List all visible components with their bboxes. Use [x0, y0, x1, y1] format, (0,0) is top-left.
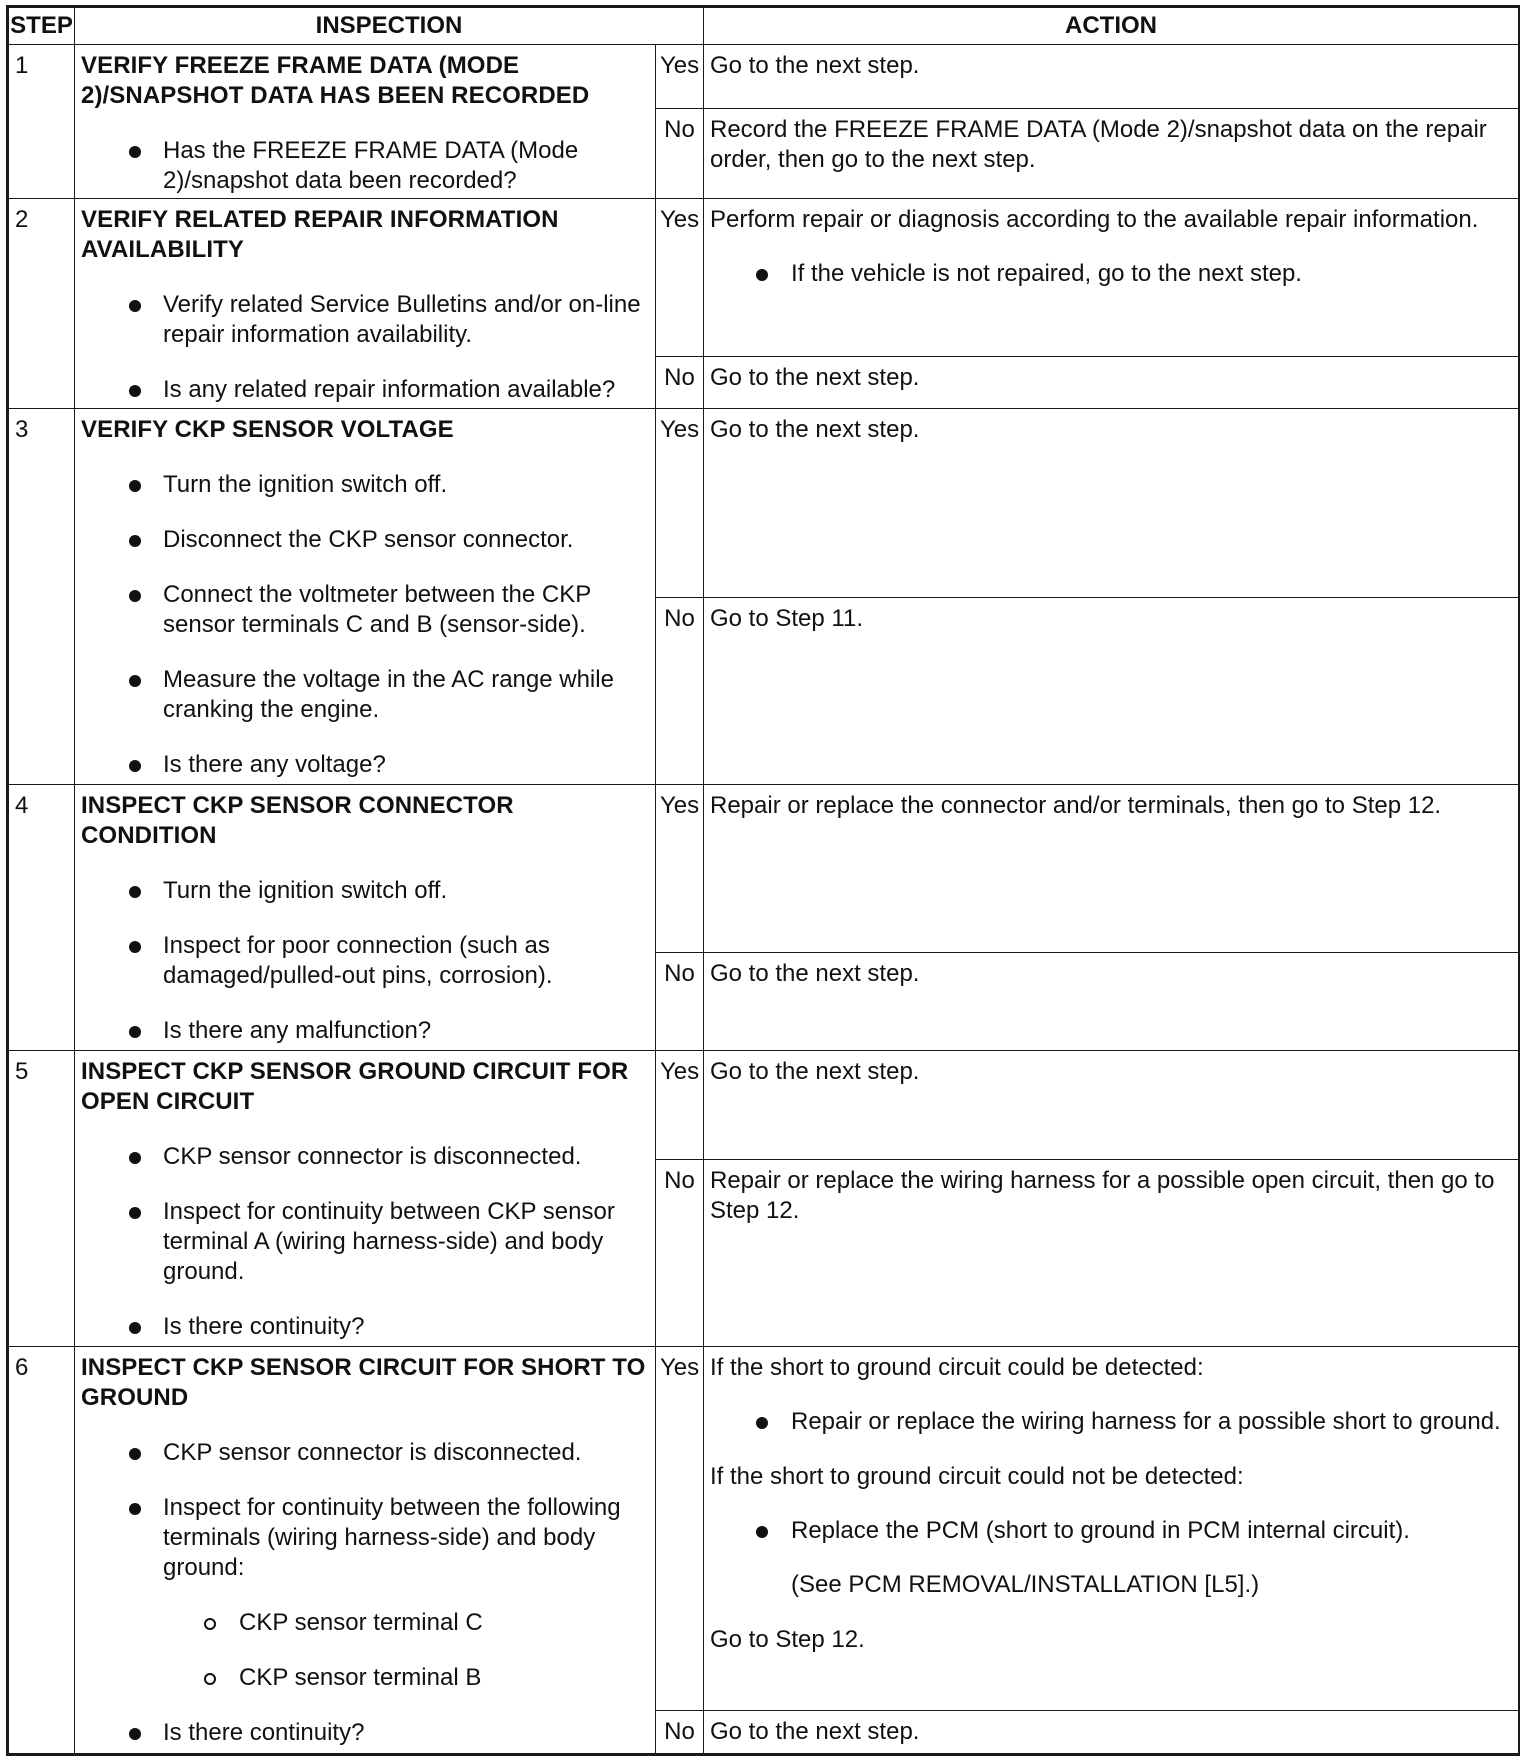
bullet-item: Is any related repair information available? — [81, 375, 647, 405]
no-action: Repair or replace the wiring harness for a possible open circuit, then go to Step 12. — [704, 1159, 1520, 1346]
yes-action — [704, 198, 1520, 356]
step-number: 4 — [8, 785, 75, 1050]
bullet-item: Measure the voltage in the AC range while cranking the engine. — [81, 665, 647, 725]
bullet-item: Inspect for continuity between CKP sensor terminal A (wiring harness-side) and body ground. — [81, 1197, 647, 1287]
inspection-cell — [75, 785, 656, 1050]
step-number: 2 — [8, 198, 75, 408]
bullet-item: Inspect for poor connection (such as damaged/pulled-out pins, corrosion). — [81, 931, 647, 991]
action-text: If the short to ground circuit could be detected: — [710, 1353, 1204, 1381]
step-number: 5 — [8, 1050, 75, 1346]
yes-label: Yes — [656, 45, 704, 109]
inspection-cell — [75, 1050, 656, 1346]
inspection-cell — [75, 198, 656, 408]
bullet-item: Has the FREEZE FRAME DATA (Mode 2)/snapshot data been recorded? — [81, 136, 647, 196]
bullet-item: Is there any malfunction? — [81, 1016, 647, 1046]
action-text: If the short to ground circuit could not be detected: — [710, 1462, 1244, 1490]
yes-label: Yes — [656, 1050, 704, 1159]
bullet-item: Is there any voltage? — [81, 750, 647, 780]
yes-action — [704, 1346, 1520, 1710]
action-bullet: Repair or replace the wiring harness for a possible short to ground. — [710, 1407, 1508, 1437]
step-title: VERIFY CKP SENSOR VOLTAGE — [81, 415, 454, 443]
diagnostic-procedure-sheet — [6, 5, 1518, 1756]
no-label: No — [656, 108, 704, 198]
reference-text: (See PCM REMOVAL/INSTALLATION [L5].) — [791, 1570, 1260, 1598]
step-row — [8, 785, 1520, 952]
yes-action: Go to the next step. — [704, 1050, 1520, 1159]
header-action: ACTION — [704, 7, 1520, 45]
no-label: No — [656, 1710, 704, 1755]
step-title: VERIFY RELATED REPAIR INFORMATION AVAILABILITY — [81, 205, 559, 263]
no-action: Record the FREEZE FRAME DATA (Mode 2)/snapshot data on the repair order, then go to the next step. — [704, 108, 1520, 198]
step-title: INSPECT CKP SENSOR CONNECTOR CONDITION — [81, 792, 514, 850]
no-action: Go to the next step. — [704, 952, 1520, 1050]
step-number: 1 — [8, 45, 75, 199]
no-action: Go to the next step. — [704, 1710, 1520, 1755]
bullet-item: CKP sensor connector is disconnected. — [81, 1142, 647, 1172]
step-row — [8, 1346, 1520, 1710]
sub-bullet-item: CKP sensor terminal B — [81, 1663, 647, 1693]
step-row — [8, 198, 1520, 356]
action-bullet: Replace the PCM (short to ground in PCM internal circuit). — [710, 1516, 1508, 1546]
step-row — [8, 1050, 1520, 1159]
bullet-item: Disconnect the CKP sensor connector. — [81, 525, 647, 555]
bullet-item: Inspect for continuity between the following terminals (wiring harness-side) and body ground: — [81, 1493, 647, 1583]
header-inspection: INSPECTION — [75, 7, 704, 45]
step-title: INSPECT CKP SENSOR CIRCUIT FOR SHORT TO GROUND — [81, 1353, 646, 1411]
header-step: STEP — [8, 7, 75, 45]
step-number: 6 — [8, 1346, 75, 1754]
bullet-item: Turn the ignition switch off. — [81, 470, 647, 500]
bullet-item: Is there continuity? — [81, 1312, 647, 1342]
action-bullet: If the vehicle is not repaired, go to the next step. — [710, 259, 1508, 289]
yes-action: Repair or replace the connector and/or terminals, then go to Step 12. — [704, 785, 1520, 952]
bullet-item: Connect the voltmeter between the CKP sensor terminals C and B (sensor-side). — [81, 580, 647, 640]
step-title: INSPECT CKP SENSOR GROUND CIRCUIT FOR OPEN CIRCUIT — [81, 1057, 629, 1115]
diagnostic-table — [6, 5, 1520, 1756]
inspection-cell — [75, 408, 656, 785]
action-text: Go to Step 12. — [710, 1625, 865, 1653]
no-label: No — [656, 356, 704, 408]
bullet-item: CKP sensor connector is disconnected. — [81, 1438, 647, 1468]
step-row — [8, 408, 1520, 598]
yes-action: Go to the next step. — [704, 45, 1520, 109]
no-label: No — [656, 598, 704, 785]
header-row — [8, 7, 1520, 45]
no-label: No — [656, 1159, 704, 1346]
bullet-item: Turn the ignition switch off. — [81, 876, 647, 906]
step-row — [8, 45, 1520, 109]
yes-action: Go to the next step. — [704, 408, 1520, 598]
step-number: 3 — [8, 408, 75, 785]
yes-label: Yes — [656, 198, 704, 356]
yes-label: Yes — [656, 408, 704, 598]
action-text: Perform repair or diagnosis according to the available repair information. — [710, 205, 1479, 233]
sub-bullet-item: CKP sensor terminal C — [81, 1608, 647, 1638]
no-action: Go to the next step. — [704, 356, 1520, 408]
inspection-cell — [75, 1346, 656, 1754]
yes-label: Yes — [656, 1346, 704, 1710]
step-title: VERIFY FREEZE FRAME DATA (MODE 2)/SNAPSHOT DATA HAS BEEN RECORDED — [81, 52, 590, 109]
bullet-item: Verify related Service Bulletins and/or on-line repair information availability. — [81, 290, 647, 350]
bullet-item: Is there continuity? — [81, 1718, 647, 1748]
no-label: No — [656, 952, 704, 1050]
yes-label: Yes — [656, 785, 704, 952]
inspection-cell — [75, 45, 656, 199]
no-action: Go to Step 11. — [704, 598, 1520, 785]
